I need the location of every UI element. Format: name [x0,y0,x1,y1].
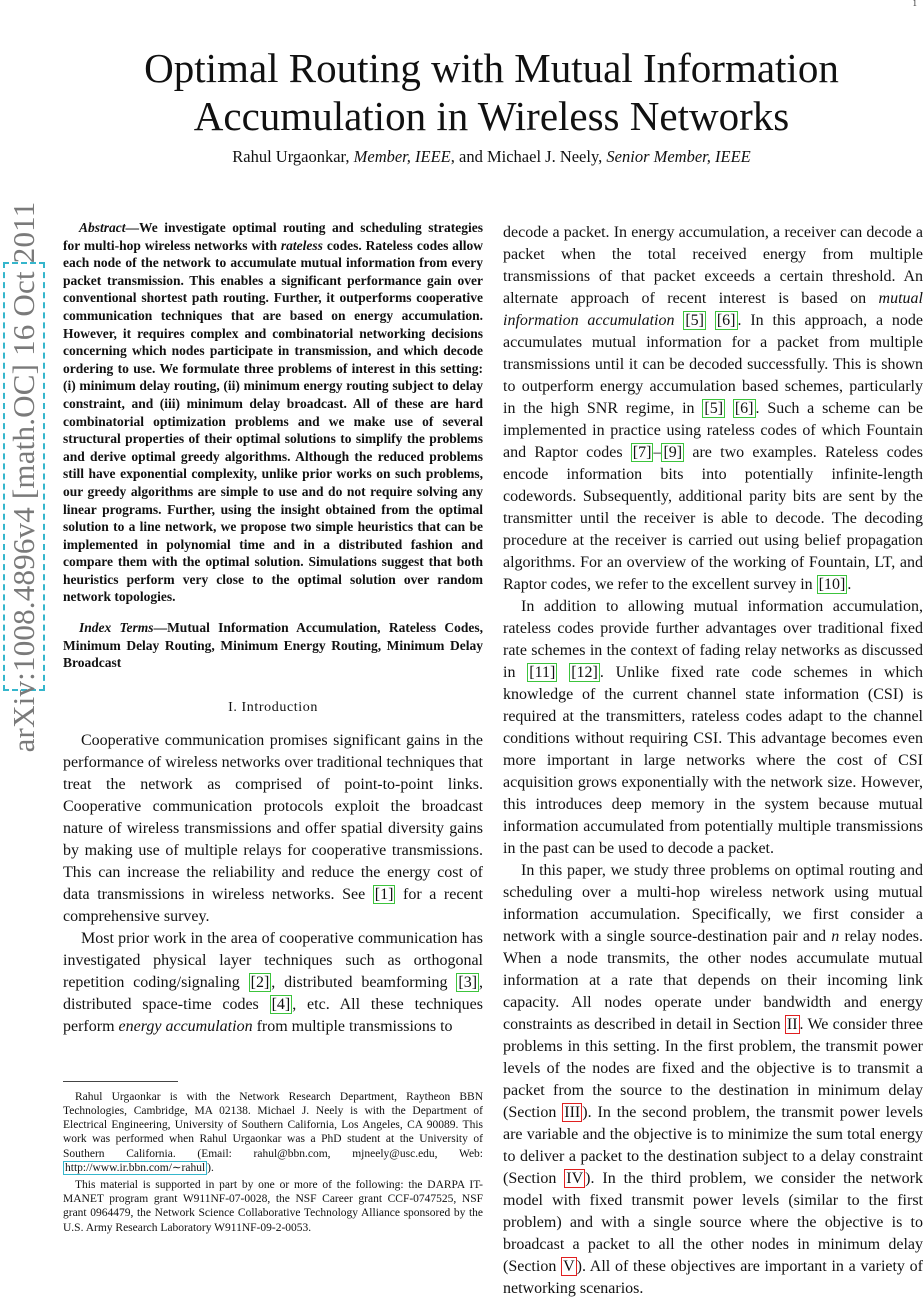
index-terms-label: Index Terms [79,620,154,636]
citation-link-6b[interactable]: [6] [734,400,754,417]
text-run [725,400,733,417]
text-run: , distributed beamforming [271,973,457,991]
intro-paragraph-2-continued [503,222,923,596]
author-1-name: Rahul Urgaonkar, [232,147,354,166]
citation-link-6[interactable]: [6] [716,312,736,329]
text-run: . In this approach, a node accumulates mutual information for a packet from multiple transmissions until it can be decoded successfully. This is shown to outperform energy accumulation based schemes, particularly in the high SNR regime, in [503,312,923,417]
energy-accumulation-emphasis: energy accumulation [118,1017,253,1035]
citation-link-3[interactable]: [3] [458,973,478,991]
homepage-url-link[interactable]: http://www.ir.bbn.com/∼rahul [65,1161,206,1174]
citation-link-2[interactable]: [2] [250,973,270,991]
title-line-2: Accumulation in Wireless Networks [193,93,790,139]
abstract-text-1: —We investigate optimal routing and scheduling strategies for multi-hop wireless networks with [63,220,483,253]
citation-link-11[interactable]: [11] [529,664,556,681]
text-run [706,312,715,329]
mutual-info-emphasis: mutual information accumulation [503,290,923,329]
text-run: . We consider three problems in this setting. In the first problem, the transmit power levels of the nodes are fixed and the objective is to transmit a packet from the source to the destination in minimum delay (Section [503,1016,923,1121]
text-run: – [653,444,662,461]
page-number: 1 [912,0,917,8]
text-run: are two examples. Rateless codes encode information bits into potentially infinite-length codewords. Subsequently, additional parity bits are sent by the transmitter until the receiver is able to decode. The decoding procedure at the receiver is carried out using belief propagation algorithms. For an overview of the working of Fountain, LT, and Raptor codes, we refer to the excellent survey in [503,444,923,593]
text-run: from multiple transmissions to [252,1017,453,1035]
right-column [503,222,923,1300]
text-run: Cooperative communication promises significant gains in the performance of wireless networks over traditional techniques that treat the network as comprised of point-to-point links. Cooperative communication protocols exploit the broadcast nature of wireless transmissions and offer spatial diversity gains by making use of multiple relays for cooperative transmissions. This can increase the reliability and reduce the energy cost of data transmissions in wireless networks. See [63,731,483,903]
author-separator: , and Michael J. Neely, [450,147,607,166]
footnote-rule [63,1081,178,1082]
arxiv-identifier-text: arXiv:1008.4896v4 [math.OC] 16 Oct 2011 [6,201,41,752]
section-link-iv[interactable]: IV [566,1170,584,1187]
intro-paragraph-2-start [63,928,483,1038]
text-run: . [847,576,852,593]
citation-link-7[interactable]: [7] [632,444,652,461]
paper-title [60,44,923,140]
text-run: , etc. All these techniques perform [63,995,483,1035]
text-run: decode a packet. In energy accumulation, a receiver can decode a packet when the total received energy from multiple transmissions of that packet exceeds a certain threshold. An alternate approach of recent interest is based on [503,224,923,307]
intro-paragraph-1 [63,730,483,928]
text-run: . Unlike fixed rate code schemes in which knowledge of the current channel state information (CSI) is required at the transmitters, rateless codes adapt to the channel conditions without requiring CSI. This advantage becomes even more important in large networks where the cost of CSI acquisition grows exponentially with the network size. However, this introduces deep memory in the system because mutual information accumulated from potentially multiple transmissions in the past can be used to decode a packet. [503,664,923,857]
abstract-label: Abstract [79,220,126,235]
abstract [63,219,483,606]
author-line [60,147,923,167]
section-heading-introduction: I. Introduction [228,699,318,715]
text-run: for a recent comprehensive survey. [63,885,483,925]
intro-paragraph-3 [503,596,923,860]
text-run: ). In the second problem, the transmit power levels are variable and the objective is to minimize the sum total energy to deliver a packet to the destination subject to a delay constraint (Section [503,1104,923,1187]
citation-link-9[interactable]: [9] [663,444,683,461]
author-1-role: Member, IEEE [353,147,451,166]
abstract-text-2: codes. Rateless codes allow each node of the network to accumulate mutual information from every packet transmission. This enables a significant performance gain over conventional shortest path routing. Further, it outperforms cooperative communication techniques that are based on energy accumulation. However, it requires complex and combinatorial networking decisions concerning which nodes participate in transmission, and which decode ordering to use. We formulate three problems of interest in this setting: (i) minimum delay routing, (ii) minimum energy routing subject to delay constraint, and (iii) minimum delay broadcast. All of these are hard combinatorial optimization problems and we make use of several structural properties of their optimal solutions to simplify the problems and derive optimal greedy algorithms. Although the reduced problems still have exponential complexity, unlike prior works on such problems, our greedy algorithms are simple to use and do not require solving any linear programs. Further, using the insight obtained from the optimal solution to a line network, we propose two simple heuristics that can be implemented in polynomial time and in a distributed fashion and compare them with the optimal solution. Simulations suggest that both heuristics perform very close to the optimal solution over random network topologies. [63,237,484,605]
text-run: , distributed space-time codes [63,973,484,1013]
arxiv-identifier-stamp[interactable] [3,201,45,752]
footnote-affiliations [63,1090,483,1175]
footnote-funding: This material is supported in part by one or more of the following: the DARPA IT-MANET program grant W911NF-07-0028, the NSF Career grant CCF-0747525, NSF grant 0964479, the Network Science Collaborative Technology Alliance sponsored by the U.S. Army Research Laboratory W911NF-09-2-0053. [63,1179,483,1234]
section-link-v[interactable]: V [563,1258,575,1275]
citation-link-1[interactable]: [1] [374,885,394,903]
citation-link-4[interactable]: [4] [271,995,291,1013]
citation-link-5b[interactable]: [5] [704,400,724,417]
left-column [63,219,483,1235]
title-line-1: Optimal Routing with Mutual Information [144,45,839,91]
citation-link-5[interactable]: [5] [685,312,704,329]
text-run: ). In the third problem, we consider the network model with fixed transmit power levels (similar to the first problem) and with a single source where the objective is to broadcast a packet to all the other nodes in minimum delay (Section [503,1170,923,1275]
intro-paragraph-4 [503,860,923,1300]
section-link-ii[interactable]: II [786,1016,798,1033]
citation-link-10[interactable]: [10] [818,576,846,593]
abstract-rateless: rateless [280,237,323,253]
text-run: Most prior work in the area of cooperative communication has investigated physical layer techniques such as orthogonal repetition coding/signaling [63,929,483,991]
text-run: In addition to allowing mutual information accumulation, rateless codes provide further advantages over traditional fixed rate schemes in the context of fading relay networks as discussed in [503,598,923,681]
index-terms-text: —Mutual Information Accumulation, Rateless Codes, Minimum Delay Routing, Minimum Energy Routing, Minimum Delay Broadcast [63,620,483,671]
author-2-role: Senior Member, IEEE [606,147,751,166]
section-link-iii[interactable]: III [564,1104,581,1121]
text-run: . Such a scheme can be implemented in practice using rateless codes of which Fountain and Raptor codes [503,400,923,461]
citation-link-12[interactable]: [12] [571,664,598,681]
index-terms [63,619,483,672]
text-run: In this paper, we study three problems on optimal routing and scheduling over a multi-hop wireless network using mutual information accumulation. Specifically, we first consider a network with a single source-destination pair and [503,862,923,945]
text-run: ). [207,1161,214,1174]
text-run: Rahul Urgaonkar is with the Network Research Department, Raytheon BBN Technologies, Cambridge, MA 02138. Michael J. Neely is with the Department of Electrical Engineering, University of Southern California, Los Angeles, CA 90089. This work was performed when Rahul Urgaonkar was a PhD student at the University of Southern California. (Email: rahul@bbn.com, mjneely@usc.edu, Web: [63,1090,483,1160]
text-run: ). All of these objectives are important in a variety of networking scenarios. [503,1258,923,1297]
math-n: n [831,928,840,945]
text-run: relay nodes. When a node transmits, the other nodes accumulate mutual information at a rate that depends on their incoming link capacity. All nodes operate under bandwidth and energy constraints as described in detail in Section [503,928,923,1033]
text-run [557,664,569,681]
